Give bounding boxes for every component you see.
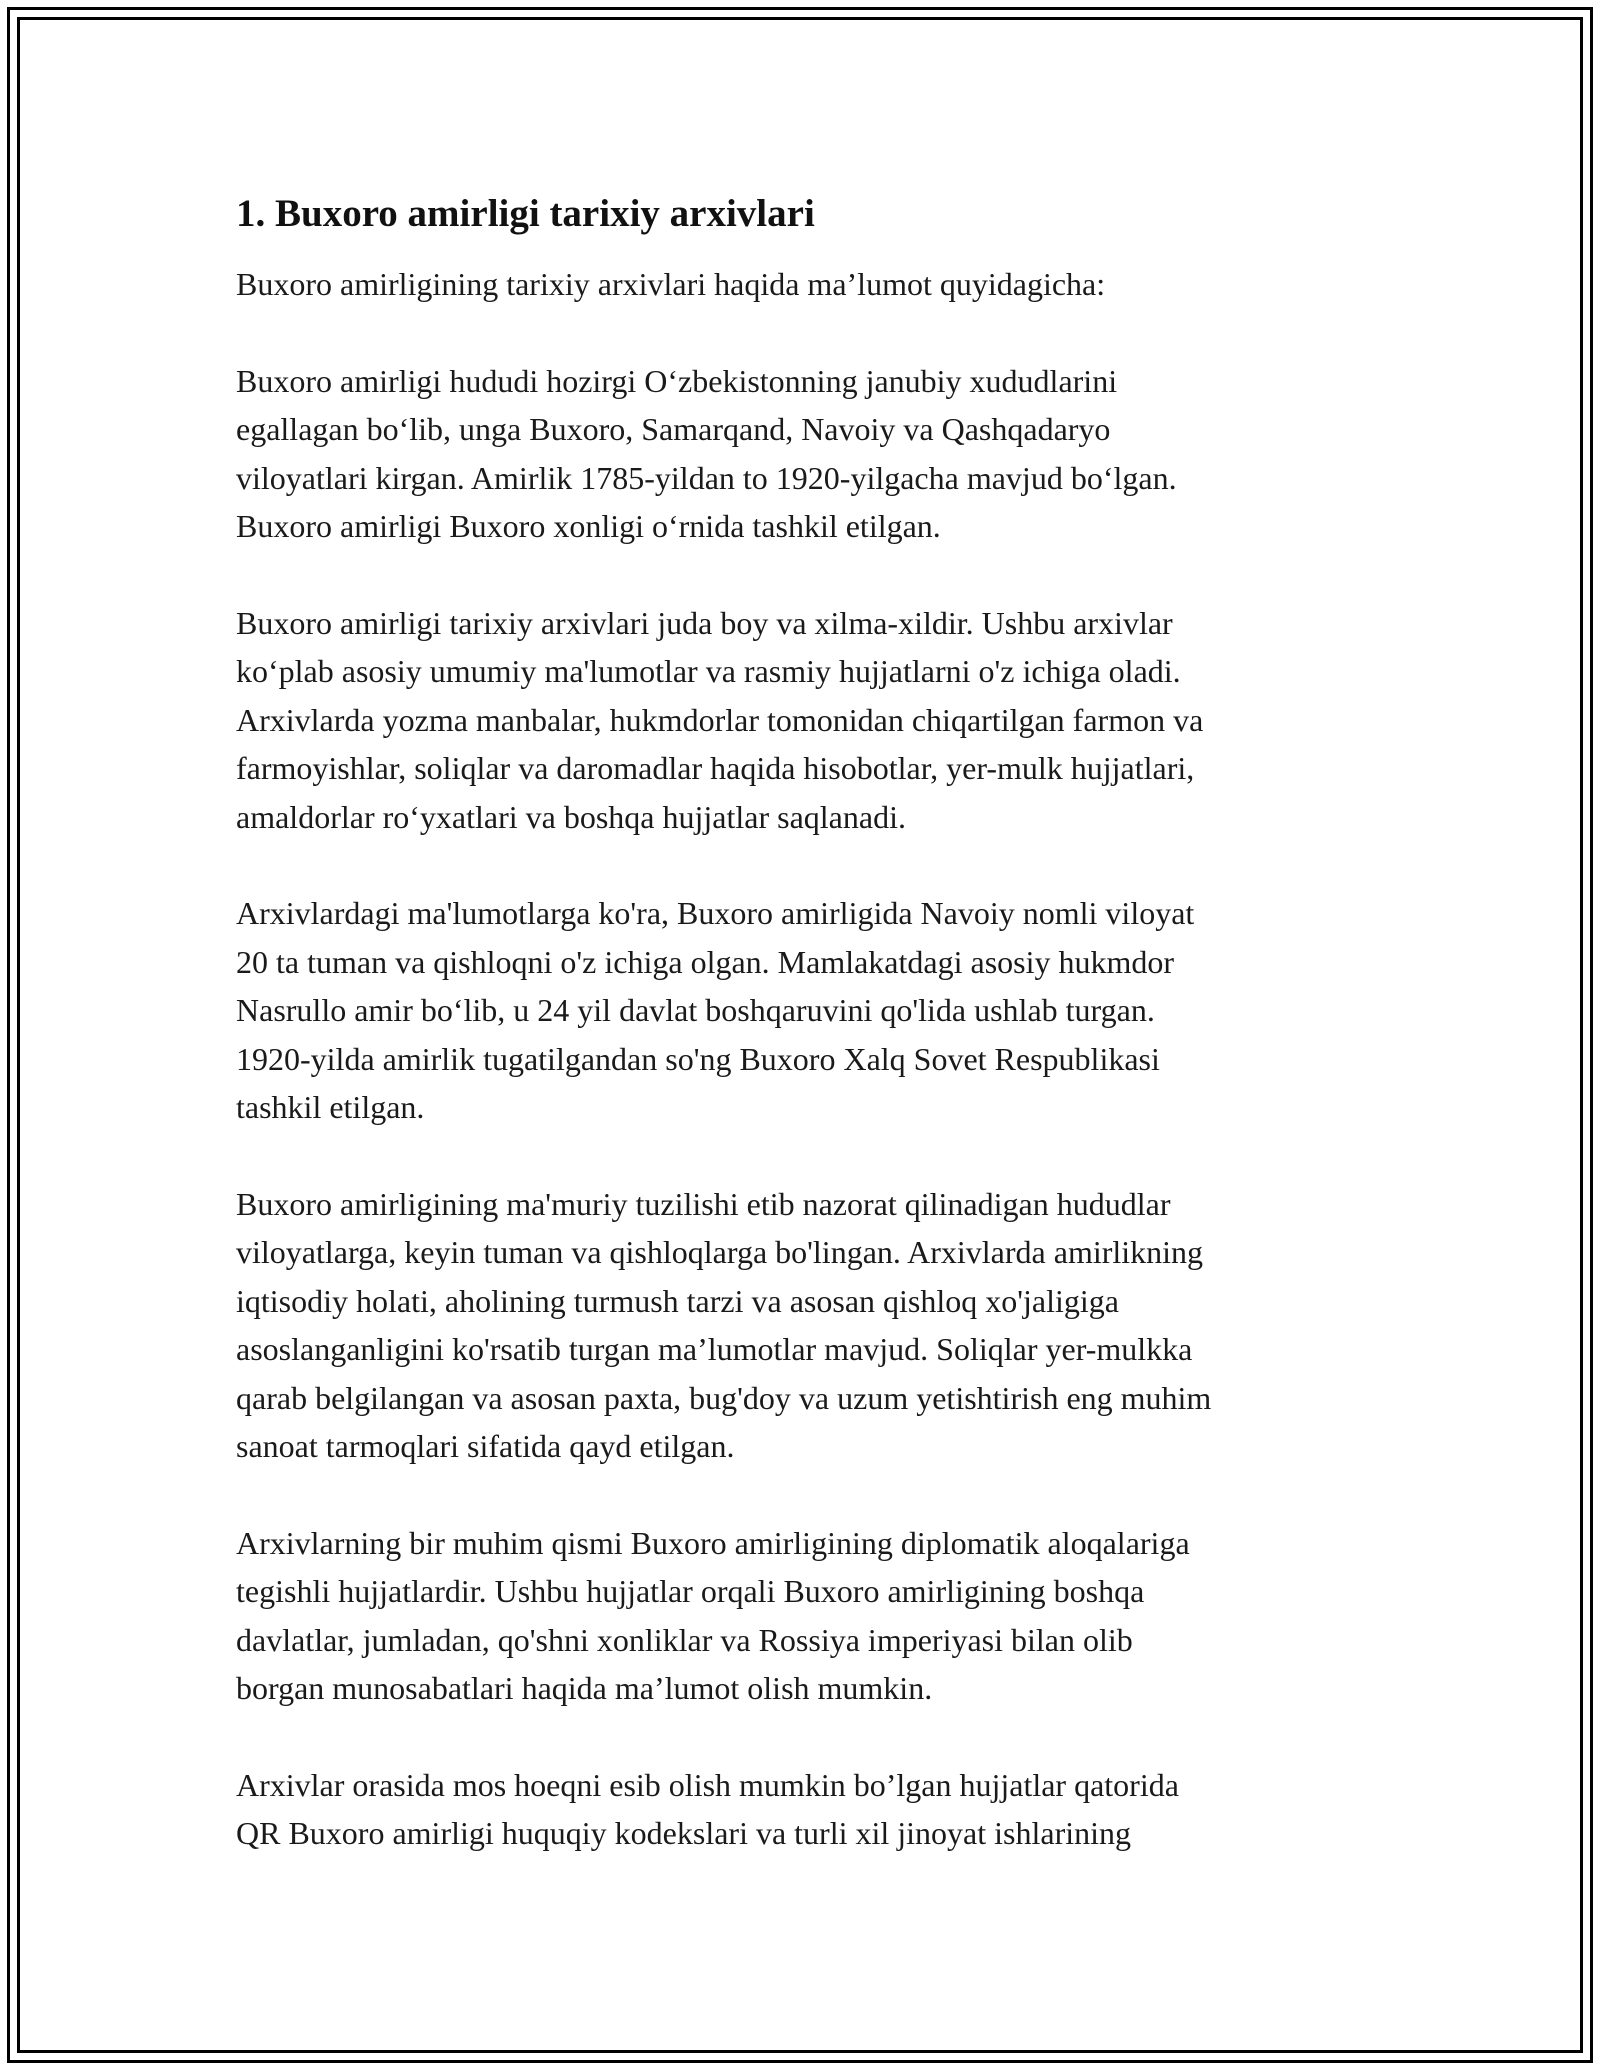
- paragraph-archives-content: Buxoro amirligi tarixiy arxivlari juda boy va xilma-xildir. Ushbu arxivlar ko‘plab asosiy umumiy ma'lumotlar va rasmiy hujjatlarni o'z ichiga oladi. Arxivlarda yozma manbalar, hukmdorlar tomonidan chiqartilgan farmon va farmoyishlar, soliqlar va daromadlar haqida hisobotlar, yer-mulk hujjatlari, amaldorlar ro‘yxatlari va boshqa hujjatlar saqlanadi.: [236, 604, 1204, 835]
- document-title: 1. Buxoro amirligi tarixiy arxivlari: [236, 192, 815, 235]
- paragraph-intro: Buxoro amirligining tarixiy arxivlari haqida ma’lumot quyidagicha:: [236, 266, 1106, 302]
- paragraph-administration: Buxoro amirligining ma'muriy tuzilishi etib nazorat qilinadigan hududlar viloyatlarga, keyin tuman va qishloqlarga bo'lingan. Arxivlarda amirlikning iqtisodiy holati, aholining turmush tarzi va asosan qishloq xo'jaligiga asoslanganligini ko'rsatib turgan ma’lumotlar mavjud. Soliqlar yer-mulkka qarab belgilangan va asosan paxta, bug'doy va uzum yetishtirish eng muhim sanoat tarmoqlari sifatida qayd etilgan.: [236, 1185, 1212, 1464]
- paragraph-navoiy-province: Arxivlardagi ma'lumotlarga ko'ra, Buxoro amirligida Navoiy nomli viloyat 20 ta tuman va qishloqni o'z ichiga olgan. Mamlakatdagi asosiy hukmdor Nasrullo amir bo‘lib, u 24 yil davlat boshqaruvini qo'lida ushlab turgan. 1920-yilda amirlik tugatilgandan so'ng Buxoro Xalq Sovet Respublikasi tashkil etilgan.: [236, 895, 1195, 1125]
- paragraph-diplomacy: Arxivlarning bir muhim qismi Buxoro amirligining diplomatik aloqalariga tegishli hujjatlardir. Ushbu hujjatlar orqali Buxoro amirligining boshqa davlatlar, jumladan, qo'shni xonliklar va Rossiya imperiyasi bilan olib borgan munosabatlari haqida ma’lumot olish mumkin.: [236, 1524, 1190, 1706]
- paragraph-legal-codes: Arxivlar orasida mos hoeqni esib olish mumkin bo’lgan hujjatlar qatorida QR Buxoro amirligi huquqiy kodekslari va turli xil jinoyat ishlarining: [236, 1766, 1179, 1851]
- paragraph-territory: Buxoro amirligi hududi hozirgi O‘zbekistonning janubiy xududlarini egallagan bo‘lib, unga Buxoro, Samarqand, Navoiy va Qashqadaryo viloyatlari kirgan. Amirlik 1785-yildan to 1920-yilgacha mavjud bo‘lgan. Buxoro amirligi Buxoro xonligi o‘rnida tashkil etilgan.: [236, 362, 1177, 544]
- document-body: [236, 186, 1366, 1906]
